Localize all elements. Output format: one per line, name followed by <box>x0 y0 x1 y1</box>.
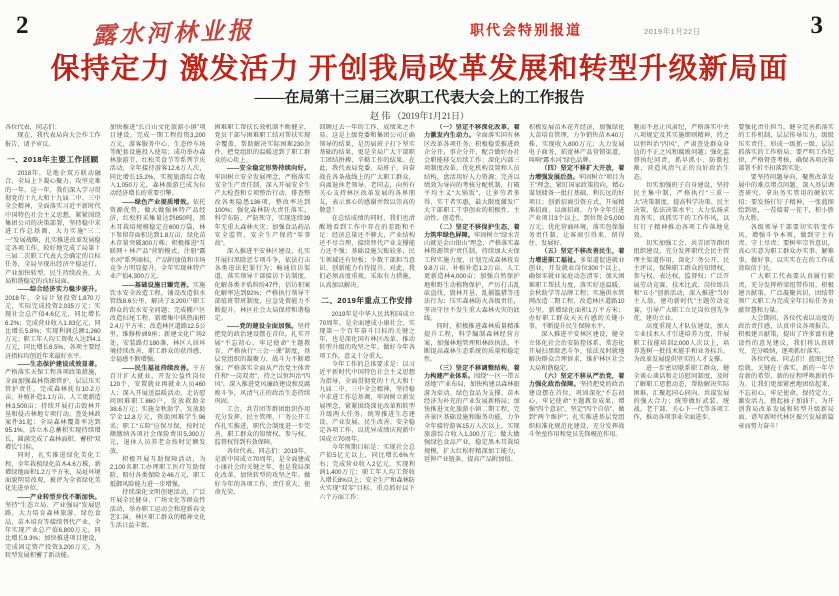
body-paragraph: 在总结成绩的同时，我们也清醒地看到工作中存在的差距和不足：经济总量还不够大，产业结构还不尽合理，接续替代产业支撑能力还不强；基础设施欠账较多，民生领域还有短板；少数干部担当意识、创新能力有待提升。对此，我们必须高度重视，采取有力措施，认真加以解决。 <box>319 215 415 289</box>
body-paragraph: 同时，扎实推进绿化美化工程，全年栽植绿化苗木4.6万株，新增绿地面积1.2万平方米，局址环境面貌明显改观，被评为全省绿化美化先进单位。 <box>5 452 101 493</box>
lead-paragraph: ——民生福祉持续改善。千方百计扩大就业，开发公益性岗位120个，安置就业再就业人员460人；深入开展送温暖活动，走访慰问困难职工860户，发放救助金38.6万元；实施金秋助学，发放助学金12.8万元，资助困难学生96名；职工“五险”应保尽保，按时足额缴纳各项社会保险费用5,300万元，退休人员养老金按时足额发放。 <box>109 364 206 455</box>
paragraph-lead-in: （六）坚定不移从严治党，着力强化政治保障。 <box>528 372 625 389</box>
paragraph-lead-in: ——民生福祉持续改善。 <box>122 364 193 372</box>
body-paragraph: 广大职工代表要认真履行职责，充分发挥桥梁纽带作用，积极建言献策，广泛凝聚共识，团结带领广大职工为完成全年目标任务贡献智慧和力量。 <box>738 273 834 314</box>
body-paragraph: 要坚持问题导向，聚焦改革发展中的难点堵点问题，深入基层调查研究，拿出务实管用的硬招实招；要发扬钉钉子精神，一张蓝图绘到底，一茬接着一茬干，积小胜为大胜。 <box>738 173 834 223</box>
headline-block <box>0 52 839 122</box>
body-paragraph: 驰而不息正风肃纪，严格落实中央八项规定及其实施细则精神，持之以恒纠治“四风”，严肃查处群众身边的不正之风和腐败问题；强化监督执纪问责，抓早抓小、防微杜渐，营造风清气正的良好政治生态。 <box>633 124 730 181</box>
body-paragraph: 同时，积极推进森林质量精准提升工程，科学编制森林经营方案，加强林地管理和林政执法，不断提高森林生态系统的质量和稳定性。 <box>424 323 520 364</box>
lead-paragraph: （五）坚定不移改善民生，着力增进职工福祉。多渠道促进就业创业，开发就业岗位300个以上，确保零就业家庭动态清零；加大困难职工帮扶力度，落实好送温暖、金秋助学等品牌工程；实施供水管网改造二期工程，改造林区道路10公里，新增绿化面积1万平方米；办好职工群众天天有感的关键小事，不断提升民生保障水平。 <box>528 248 625 331</box>
body-paragraph: 2019年是中华人民共和国成立70周年，是全面建成小康社会、实现第一个百年奋斗目标的关键之年，也是深化国有林区改革、推动转型升级的攻坚之年。做好今年各项工作，意义十分重大。 <box>319 311 415 360</box>
section-label: 职代会特别报道 <box>470 22 582 38</box>
news-column-4 <box>319 124 415 589</box>
paragraph-lead-in: ——绿色产业提质增效。 <box>122 198 193 206</box>
lead-paragraph: （一）坚定不移深化改革，着力激发内生动力。全面落实国有林区改革各项任务，积极稳妥推进政企分开、事企分开，配合做好办社会职能移交后续工作；深化内部三项制度改革，优化机构设置和人员结构，盘活用好人力资源；完善以绩效为导向的考核分配机制，打破平均主义“大锅饭”，让多劳者多得、实干者实惠，最大限度激发广大干部职工干事创业的积极性、主动性、创造性。 <box>424 124 520 223</box>
body-paragraph: 切实加强班子自身建设，坚持民主集中制，严格执行“三重一大”决策制度，提高科学决策、民主决策、依法决策水平；大力弘扬求真务实、真抓实干的工作作风，以钉钉子精神推动各项工作落地见效。 <box>633 182 730 239</box>
lead-paragraph: ——党的建设全面加强。坚持把党的政治建设摆在首位，扎实开展“不忘初心、牢记使命”主题教育，严格执行“三会一课”制度，基层党组织的凝聚力、战斗力不断增强；严格落实全面从严治党主体责任和“一岗双责”，持之以恒纠治“四风”，深入推进党风廉政建设和反腐败斗争，风清气正的政治生态持续巩固。 <box>214 323 311 405</box>
body-paragraph: 现在，我代表局向大会作工作报告，请予审议。 <box>5 132 101 148</box>
news-column-8 <box>738 124 834 589</box>
lead-paragraph: ——基础设施日臻完善。实施饮水安全改造工程，铺设改造供水管线8.6公里，解决了3,200户职工群众的饮水安全问题；完成棚户区改造扫尾工程，新增集中供热面积2.4万平方米；改造林区道路12.5公里，维修桥涵9座；新建文化广场2处，安装路灯180盏，林区人居环境持续改善，职工群众的获得感、幸福感不断增强。 <box>109 281 206 364</box>
lead-paragraph: （六）坚定不移从严治党，着力强化政治保障。坚持把党的政治建设摆在首位，巩固深化“不忘初心、牢记使命”主题教育成果，增强“四个意识”、坚定“四个自信”、做到“两个维护”；扎实推进基层党组织标准化规范化建设，充分发挥战斗堡垒作用和党员先锋模范作用。 <box>528 372 625 438</box>
paragraph-lead-in: ——基础设施日臻完善。 <box>122 281 193 289</box>
paragraph-lead-in: （四）坚定不移扩大开放，着力增强发展后劲。 <box>528 165 625 181</box>
body-paragraph: 进一步密切联系职工群众，健全谈心谈话和走访慰问制度，及时了解职工思想动态，帮助解决实际困难，汇聚起同心同向、共谋发展的强大合力；统筹做好武装、统战、老干部、关心下一代等各项工作，推动各项事业全面进步。 <box>633 364 730 422</box>
body-paragraph: 2018年，是地企双方联动融合、全局上下凝心聚力、攻坚克难的一年。这一年，我们深入学习贯彻党的十九大和十九届二中、三中全会精神，全面落实习近平新时代中国特色社会主义思想，紧紧围绕集团公司的决策部署，坚持稳中求进工作总基调，大力实施“三二一”发展战略，扎实推进改革发展稳定各项工作，较好地完成了局第十三届二次职工代表大会确定的目标任务，全局呈现出经济平稳运行、产业加快转型、民生持续改善、大局和谐稳定的良好局面。 <box>5 170 101 286</box>
news-column-5 <box>424 124 520 589</box>
body-paragraph: 持续深化文明创建活动，广泛开展全民健身、广场文化等群众性活动，举办职工运动会和迎新春文艺汇演，林区职工群众的精神文化生活日益丰富。 <box>109 489 206 530</box>
lead-paragraph: ——综合经济实力稳步提升。2018年，全局计划投资1,870万元，实际完成投资2,035万元；实现社会总产值4.6亿元，同比增长6.2%；完成营业收入1.83亿元，同比增长5.8%；实现利润总额1,260万元；职工年人均工资收入达到4.1万元，同比增长8.5%，各项主要经济指标均创近年来最好水平。 <box>5 286 101 360</box>
body-paragraph: 各位代表、同志们：2019年，是新中国成立70周年，是全面建成小康社会的关键之年，也是我局深化改革、加快转型的攻坚之年。做好今年的各项工作，责任重大、使命光荣。 <box>214 447 311 497</box>
lead-paragraph: （四）坚定不移扩大开放，着力增强发展后劲。牢固树立“项目为王”理念，紧盯国家政策投向，精心谋划储备一批打基础、利长远的好项目；创新招商引资方式，开展精准招商、以商招商，力争全年引进产业项目3个以上，到位资金5,000万元；优化营商环境，落实包保服务责任制，让客商引得来、留得住、发展好。 <box>528 165 625 248</box>
main-headline: 保持定力 激发活力 开创我局改革发展和转型升级新局面 <box>50 53 789 85</box>
body-paragraph: 积极开展互助保障活动，为2,100名职工办理职工医疗互助保险，赔付各类保险金46万元，职工抵御风险能力进一步增强。 <box>109 455 206 488</box>
masthead-calligraphy: 露水河林业报 <box>91 15 255 50</box>
body-paragraph: 深入推进平安林区建设，扎实开展扫黑除恶专项斗争，依法打击各类违法犯罪行为；畅通信访渠道，落实领导干部接访下访制度，化解各类矛盾纠纷47件，信访积案化解率达到92%；严格执行领导干部值班带班制度，应急处置能力不断提升，林区社会大局保持和谐稳定。 <box>214 248 311 322</box>
body-paragraph: 要强化责任担当，健全完善抓落实的工作机制，层层传导压力，级级压实责任，形成一级抓一级、层层抓落实的工作格局；要严明工作纪律，严格督查考核，确保各项决策部署不折不扣落到实处。 <box>738 124 834 173</box>
lead-paragraph: ——产业转型步伐不断加快。坚持“生态立局、产业强局”发展思路，大力培育森林旅游、绿色食品、苗木培育等接续替代产业，全年实现产业总产值6,800万元，同比增长9.3%；加快推进项目建设，完成固定资产投资3,200万元，为转型发展积蓄了新动能。 <box>5 493 101 559</box>
body-paragraph: 高度重视人才队伍建设，加大专业技术人才引进培养力度，开展职工技能培训2,000人次以上，培养选树一批技术能手和业务标兵，为改革发展提供坚实的人才支撑。 <box>633 323 730 364</box>
body-paragraph: 困难职工帮扶长效机制不断健全，党员干部与困难职工结对帮扶实现全覆盖，帮助解决实际困难230余件，把党组织的温暖送到了职工群众的心坎上。 <box>214 124 311 165</box>
body-paragraph: 今年预期目标是：实现社会总产值5亿元以上，同比增长6%左右；完成营业收入2亿元，实现利润1,400万元；职工年人均工资收入增长8%以上；安全生产和森林防火实现“双零”目标。重点抓好以下六个方面工作： <box>319 443 415 501</box>
news-column-2 <box>110 124 206 589</box>
news-column-3 <box>215 124 311 589</box>
lead-paragraph: （二）坚定不移保护生态，着力筑牢绿色屏障。牢固树立“绿水青山就是金山银山”理念，严格落实森林资源管护责任制，持续加大天保工程实施力度，计划完成森林抚育9.8万亩、补植补造1.2万亩、人工更新造林4,000亩；加强自然保护地和野生动植物保护，严厉打击乱砍盗伐、毁林开垦、乱捕滥猎等违法行为；压实森林防火各级责任，坚决守住不发生重大森林火灾的底线。 <box>424 223 520 322</box>
page-number-left: 2 <box>16 12 29 39</box>
subtitle: ——在局第十三届三次职工代表大会上的工作报告 <box>254 90 585 106</box>
body-paragraph: 深入推进平安林区建设，健全立体化社会治安防控体系，常态化开展扫黑除恶斗争，依法及时就地解决群众合理诉求，维护林区社会大局和谐稳定。 <box>528 331 625 372</box>
paragraph-lead-in: （三）坚定不移调整结构，着力构建产业体系。 <box>424 364 520 380</box>
paragraph-lead-in: （五）坚定不移改善民生，着力增进职工福祉。 <box>528 248 625 264</box>
lead-paragraph: ——安全稳定形势持续向好。牢固树立安全发展理念，严格落实安全生产责任制，深入开展安全生产大检查和专项整治行动，排查整改各类隐患136项，整改率达到100%；强化森林防火责任落实，科学布防、严防死守，实现连续39年无重大森林火灾；加强食品药品安全监管，安全生产保持“零事故”。 <box>214 165 311 248</box>
section-heading: 一、2018年主要工作回顾 <box>7 154 99 164</box>
body-paragraph: 大会期间，各位代表以高度的政治责任感，认真审议各项报告，积极建言献策，提出了许多富有建设性的意见建议，我们将认真研究、充分吸纳，逐项抓好落实。 <box>738 314 834 356</box>
article-columns <box>5 124 834 589</box>
body-paragraph: 积极发展苗木花卉经济，加强绿化大苗培育管理，力争销售苗木40万株、实现收入800万元；大力发展电子商务，拓宽林产品营销渠道，叫响“露水河”绿色品牌。 <box>528 124 625 165</box>
paragraph-lead-in: ——生态保护建设成效显著。 <box>17 361 101 369</box>
body-paragraph: 回顾过去一年的工作，成绩来之不易。这是上级党委和集团公司正确领导的结果，是历届班子打下坚实基础的结果，更是全局广大干部职工团结拼搏、辛勤工作的结果。在此，我代表局党委、局班子，向奋战在各条战线上的广大职工群众，向离退休老领导、老同志，向所有关心支持林区改革发展的各界朋友，表示衷心的感谢并致以崇高的敬意！ <box>319 124 415 214</box>
body-paragraph: 加快推进“长白山文化旅游小镇”项目建设，完成一期工程投资3,200万元，游客服务中心、生态停车场等配套设施投入使用；成功举办森林旅游节、红松美食节等系列节庆活动，全年接待游客12.6万人次，同比增长15.2%，实现旅游综合收入1,050万元，森林旅游已成为拉动经济增长的重要引擎。 <box>109 124 206 198</box>
paragraph-lead-in: ——综合经济实力稳步提升。 <box>17 286 101 294</box>
body-paragraph: 各位代表，同志们： <box>5 124 61 131</box>
paragraph-lead-in: ——党的建设全面加强。 <box>226 323 298 331</box>
paragraph-lead-in: ——产业转型步伐不断加快。 <box>17 493 101 501</box>
news-column-7 <box>634 124 730 589</box>
page-number-right: 3 <box>810 12 823 39</box>
byline: 赵 伟 （2019年1月21日） <box>369 111 469 121</box>
paragraph-lead-in: （二）坚定不移保护生态，着力筑牢绿色屏障。 <box>424 223 520 239</box>
body-paragraph: 各位代表、同志们！蓝图已经绘就，关键在于落实。新的一年孕育新的希望，新的征程呼唤新的作为。让我们更加紧密地团结起来，不忘初心、牢记使命，保持定力、激发活力，撸起袖子加油干，为开创我局改革发展和转型升级新局面、谱写新时代林区振兴发展新篇章而努力奋斗！ <box>738 356 834 430</box>
issue-date: 2019年1月22日 <box>644 27 701 36</box>
lead-paragraph: ——生态保护建设成效显著。严格落实天保工程各项政策措施，全面加强森林资源管护，层层压实管护责任，完成森林抚育10.2万亩、补植补造1.1万亩、人工更新造林3,500亩；持续开展打击毁林开垦和侵占林地专项行动，查处林政案件31起；全局森林覆盖率达到95.1%，活立木总蓄积实现持续增长，圆满完成了森林面积、蓄积“双增长”目标。 <box>5 361 101 451</box>
page-header <box>0 0 839 50</box>
body-paragraph: 各级领导干部要切实转变作风，增强斗争本领，做到守土有责、守土尽责；要树牢宗旨意识，真心实意为职工群众办实事、解难事、做好事，以实实在在的工作成效取信于民。 <box>738 223 834 273</box>
news-column-1 <box>5 124 101 589</box>
paragraph-lead-in: ——安全稳定形势持续向好。 <box>226 165 311 173</box>
body-paragraph: 工会、共青团等群团组织作用充分发挥，民主管理、厂务公开工作扎实推进，职代会制度进一步完善，职工群众的知情权、参与权、监督权得到有效保障。 <box>214 406 311 447</box>
news-column-6 <box>529 124 625 589</box>
body-paragraph: 切实加强工会、共青团等群团组织建设，充分发挥职代会民主管理主渠道作用，深化厂务公开、民主评议，保障职工群众的知情权、参与权、表达权、监督权；广泛开展劳动竞赛、技术比武、岗位练兵和“五小”创新活动，深入推进“当好主人翁、建功新时代”主题劳动竞赛，引导广大职工立足岗位创先争优、建功立业。 <box>633 240 730 322</box>
lead-paragraph: ——绿色产业提质增效。依托资源优势，做大做强林特产品经济，红松籽采集量达到850吨，黑木耳栽培规模稳定在600万袋，林下参留存面积达到1.8万亩，绿化苗木存量突破300万株；积极推进“互联网＋林产品”营销模式，注册“露水河”系列商标，产品附加值和市场竞争力明显提升，全年实现林特产业产值4,300万元。 <box>109 198 206 281</box>
lead-paragraph: （三）坚定不移调整结构，着力构建产业体系。围绕“一区一带五基地”产业布局，加快构建以森林旅游为牵动、绿色食品为支撑、苗木经济为补充的产业发展新格局；加快推进文化旅游小镇二期工程，完善景区基础设施和服务功能，力争全年接待游客15万人次以上，实现旅游综合收入1,300万元；做大做强绿色食品产业，稳定黑木耳栽培规模，扩大红松籽精深加工能力，延伸产业链条，提高产品附加值。 <box>424 364 520 463</box>
body-paragraph: 今年工作的总体要求是：以习近平新时代中国特色社会主义思想为指导，全面贯彻党的十九大和十九届二中、三中全会精神，坚持稳中求进工作总基调，牢固树立新发展理念，紧紧围绕深化改革和转型升级两大任务，统筹推进生态建设、产业发展、民生改善、安全稳定各项工作，以优异成绩庆祝新中国成立70周年。 <box>319 361 415 443</box>
paragraph-lead-in: （一）坚定不移深化改革，着力激发内生动力。 <box>424 124 520 140</box>
section-heading: 二、2019年重点工作安排 <box>321 295 413 305</box>
